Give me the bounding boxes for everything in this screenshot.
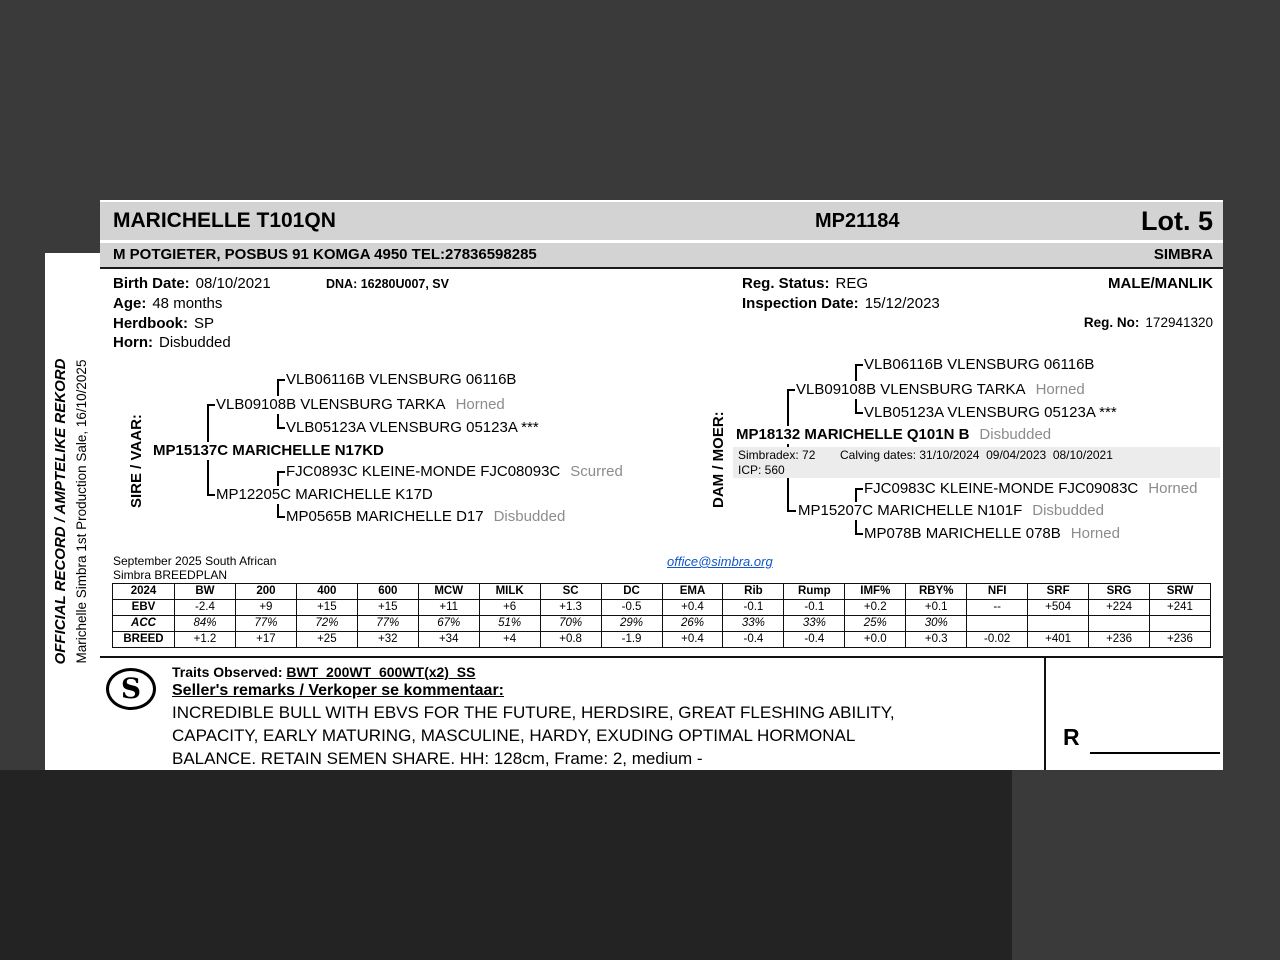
ebv-cell: 25% (845, 616, 906, 632)
sire-granddam: MP12205C MARICHELLE K17D (215, 486, 447, 504)
ebv-cell: 33% (784, 616, 845, 632)
ebv-cell: +241 (1150, 600, 1211, 616)
ebv-cell: +0.4 (662, 600, 723, 616)
dam-stats-box (733, 447, 1220, 478)
ebv-cell: +32 (357, 632, 418, 648)
ebv-table (112, 583, 1211, 648)
ebv-cell (967, 616, 1028, 632)
owner-bar (100, 243, 1223, 269)
animal-name: MARICHELLE T101QN (113, 209, 336, 232)
dna-field: DNA: 16280U007, SV (326, 277, 449, 291)
background-dark-band (0, 770, 1012, 960)
pedigree-connector (787, 510, 796, 512)
inspection-date-field (742, 294, 940, 313)
ebv-table-header-cell: IMF% (845, 584, 906, 600)
ebv-table-header-cell: SRG (1089, 584, 1150, 600)
official-record-label: OFFICIAL RECORD / AMPTELIKE REKORD (52, 358, 69, 665)
ebv-cell: 84% (175, 616, 236, 632)
ebv-cell: +236 (1089, 632, 1150, 648)
dam-maternal-grandsire: FJC0983C KLEINE-MONDE FJC09083C Horned (863, 480, 1201, 498)
ebv-table-header-cell: Rump (784, 584, 845, 600)
ebv-table-header-cell: 600 (357, 584, 418, 600)
age-value: 48 months (152, 295, 223, 312)
ebv-cell: +6 (479, 600, 540, 616)
traits-observed-field (172, 664, 475, 680)
herdbook-value: SP (194, 315, 215, 332)
ebv-cell: 77% (357, 616, 418, 632)
ebv-cell: -0.02 (967, 632, 1028, 648)
remark-line: BALANCE. RETAIN SEMEN SHARE. HH: 128cm, Frame: 2, medium - (172, 749, 703, 768)
ebv-cell: -0.1 (784, 600, 845, 616)
ebv-table-header-cell: 2024 (113, 584, 175, 600)
sire-paternal-grandsire-dam: VLB05123A VLENSBURG 05123A *** (285, 419, 553, 437)
age-label: Age: (113, 295, 147, 312)
price-blank-line (1090, 730, 1220, 754)
ebv-cell: 72% (296, 616, 357, 632)
ebv-cell: +1.3 (540, 600, 601, 616)
ebv-cell: +9 (235, 600, 296, 616)
sire-name: MP15137C MARICHELLE N17KD (152, 442, 398, 460)
traits-observed-values: BWT 200WT 600WT(x2) SS (286, 664, 476, 680)
ebv-table-header-cell: RBY% (906, 584, 967, 600)
ebv-cell: +15 (296, 600, 357, 616)
section-divider (100, 656, 1223, 658)
herdbook-label: Herdbook: (113, 315, 188, 332)
rotated-margin-text (45, 253, 102, 770)
ebv-cell: +0.4 (662, 632, 723, 648)
animal-herd-id: MP21184 (815, 210, 900, 232)
dam-paternal-grandsire-sire: VLB06116B VLENSBURG 06116B (863, 356, 1108, 374)
birth-date-field (113, 274, 271, 293)
reg-status-field (742, 274, 868, 293)
dam-name: MP18132 MARICHELLE Q101N B Disbudded (735, 426, 1055, 444)
ebv-cell: +0.8 (540, 632, 601, 648)
sire-maternal-grandsire: FJC0893C KLEINE-MONDE FJC08093C Scurred (285, 463, 627, 481)
price-currency-label: R (1063, 724, 1080, 750)
age-field (113, 294, 222, 313)
simbra-brand-logo: S (106, 668, 156, 710)
ebv-table-header-cell: SRW (1150, 584, 1211, 600)
ebv-cell: -0.5 (601, 600, 662, 616)
lot-number: Lot. 5 (1141, 206, 1213, 236)
ebv-cell: +34 (418, 632, 479, 648)
reg-no-field (1084, 315, 1213, 330)
breed-label: SIMBRA (1153, 246, 1213, 263)
ebv-cell: +15 (357, 600, 418, 616)
owner-contact: M POTGIETER, POSBUS 91 KOMGA 4950 TEL:27836598285 (113, 246, 537, 263)
ebv-cell: +504 (1028, 600, 1089, 616)
ebv-cell: -1.9 (601, 632, 662, 648)
ebv-row-label: ACC (113, 616, 175, 632)
ebv-cell: 33% (723, 616, 784, 632)
herdbook-field (113, 314, 214, 333)
inspection-date-value: 15/12/2023 (864, 295, 940, 312)
ebv-table-header-cell: MCW (418, 584, 479, 600)
ebv-cell: 29% (601, 616, 662, 632)
ebv-cell: -0.4 (784, 632, 845, 648)
dam-maternal-granddam: MP078B MARICHELLE 078B Horned (863, 525, 1124, 543)
ebv-table-header-cell: SRF (1028, 584, 1089, 600)
ebv-table-header-cell: SC (540, 584, 601, 600)
sex-label: MALE/MANLIK (1108, 275, 1213, 292)
ebv-cell: +236 (1150, 632, 1211, 648)
ebv-cell: 26% (662, 616, 723, 632)
birth-date-value: 08/10/2021 (195, 275, 271, 292)
sire-paternal-grandsire-sire: VLB06116B VLENSBURG 06116B (285, 371, 530, 389)
ebv-cell: +17 (235, 632, 296, 648)
ebv-cell: 51% (479, 616, 540, 632)
breedplan-email-link[interactable]: office@simbra.org (667, 554, 773, 569)
breedplan-source-line1: September 2025 South African (113, 554, 277, 568)
page-left-margin (45, 253, 102, 770)
price-divider (1044, 657, 1046, 770)
birth-date-label: Birth Date: (113, 275, 190, 292)
ebv-cell: +0.2 (845, 600, 906, 616)
ebv-cell: +11 (418, 600, 479, 616)
ebv-cell: +1.2 (175, 632, 236, 648)
ebv-cell (1150, 616, 1211, 632)
ebv-table-header-cell: 400 (296, 584, 357, 600)
traits-observed-label: Traits Observed: (172, 664, 283, 680)
ebv-table-header-row (113, 584, 1211, 600)
reg-no-label: Reg. No: (1083, 315, 1140, 330)
ebv-cell: +25 (296, 632, 357, 648)
title-bar (100, 202, 1223, 240)
reg-status-value: REG (835, 275, 869, 292)
horn-value: Disbudded (159, 334, 231, 351)
ebv-row-label: BREED (113, 632, 175, 648)
ebv-table-header-cell: NFI (967, 584, 1028, 600)
ebv-cell: +4 (479, 632, 540, 648)
ebv-cell: 77% (235, 616, 296, 632)
ebv-table-row (113, 632, 1211, 648)
dam-granddam: MP15207C MARICHELLE N101F Disbudded (797, 502, 1108, 520)
ebv-cell: -0.4 (723, 632, 784, 648)
ebv-row-label: EBV (113, 600, 175, 616)
horn-field (113, 333, 231, 352)
reg-status-label: Reg. Status: (742, 275, 830, 292)
ebv-cell: 30% (906, 616, 967, 632)
ebv-cell (1089, 616, 1150, 632)
sire-axis-label: SIRE / VAAR: (128, 414, 145, 508)
ebv-cell: -2.4 (175, 600, 236, 616)
ebv-table-header-cell: EMA (662, 584, 723, 600)
inspection-date-label: Inspection Date: (742, 295, 859, 312)
breedplan-source-line2: Simbra BREEDPLAN (113, 568, 228, 582)
sire-grandsire: VLB09108B VLENSBURG TARKA Horned (215, 396, 509, 414)
sellers-remarks-heading: Seller's remarks / Verkoper se kommentaar: (172, 682, 504, 699)
ebv-table-header-cell: MILK (479, 584, 540, 600)
dam-axis-label: DAM / MOER: (710, 411, 727, 508)
remark-line: INCREDIBLE BULL WITH EBVS FOR THE FUTURE, HERDSIRE, GREAT FLESHING ABILITY, (172, 703, 895, 722)
simbradex-value: Simbradex: 72 (738, 448, 816, 462)
ebv-cell: +0.1 (906, 600, 967, 616)
ebv-cell: +401 (1028, 632, 1089, 648)
ebv-table-row (113, 600, 1211, 616)
ebv-table-header-cell: BW (175, 584, 236, 600)
dam-grandsire: VLB09108B VLENSBURG TARKA Horned (795, 381, 1089, 399)
ebv-cell: -- (967, 600, 1028, 616)
reg-no-value: 172941320 (1145, 315, 1213, 330)
sale-edition-label: Marichelle Simbra 1st Production Sale, 16/10/2025 (74, 359, 89, 664)
icp-value: ICP: 560 (738, 463, 785, 477)
ebv-cell: 67% (418, 616, 479, 632)
sire-maternal-granddam: MP0565B MARICHELLE D17 Disbudded (285, 508, 569, 526)
ebv-cell (1028, 616, 1089, 632)
ebv-table-header-cell: Rib (723, 584, 784, 600)
horn-label: Horn: (113, 334, 153, 351)
ebv-cell: +0.3 (906, 632, 967, 648)
ebv-table-row (113, 616, 1211, 632)
ebv-cell: 70% (540, 616, 601, 632)
catalog-page (100, 200, 1223, 770)
ebv-cell: -0.1 (723, 600, 784, 616)
dam-paternal-grandsire-dam: VLB05123A VLENSBURG 05123A *** (863, 404, 1131, 422)
calving-dates: Calving dates: 31/10/2024 09/04/2023 08/10/2021 (840, 448, 1113, 462)
ebv-cell: +0.0 (845, 632, 906, 648)
ebv-table-header-cell: 200 (235, 584, 296, 600)
ebv-table-header-cell: DC (601, 584, 662, 600)
ebv-cell: +224 (1089, 600, 1150, 616)
remark-line: CAPACITY, EARLY MATURING, MASCULINE, HARDY, EXUDING OPTIMAL HORMONAL (172, 726, 856, 745)
